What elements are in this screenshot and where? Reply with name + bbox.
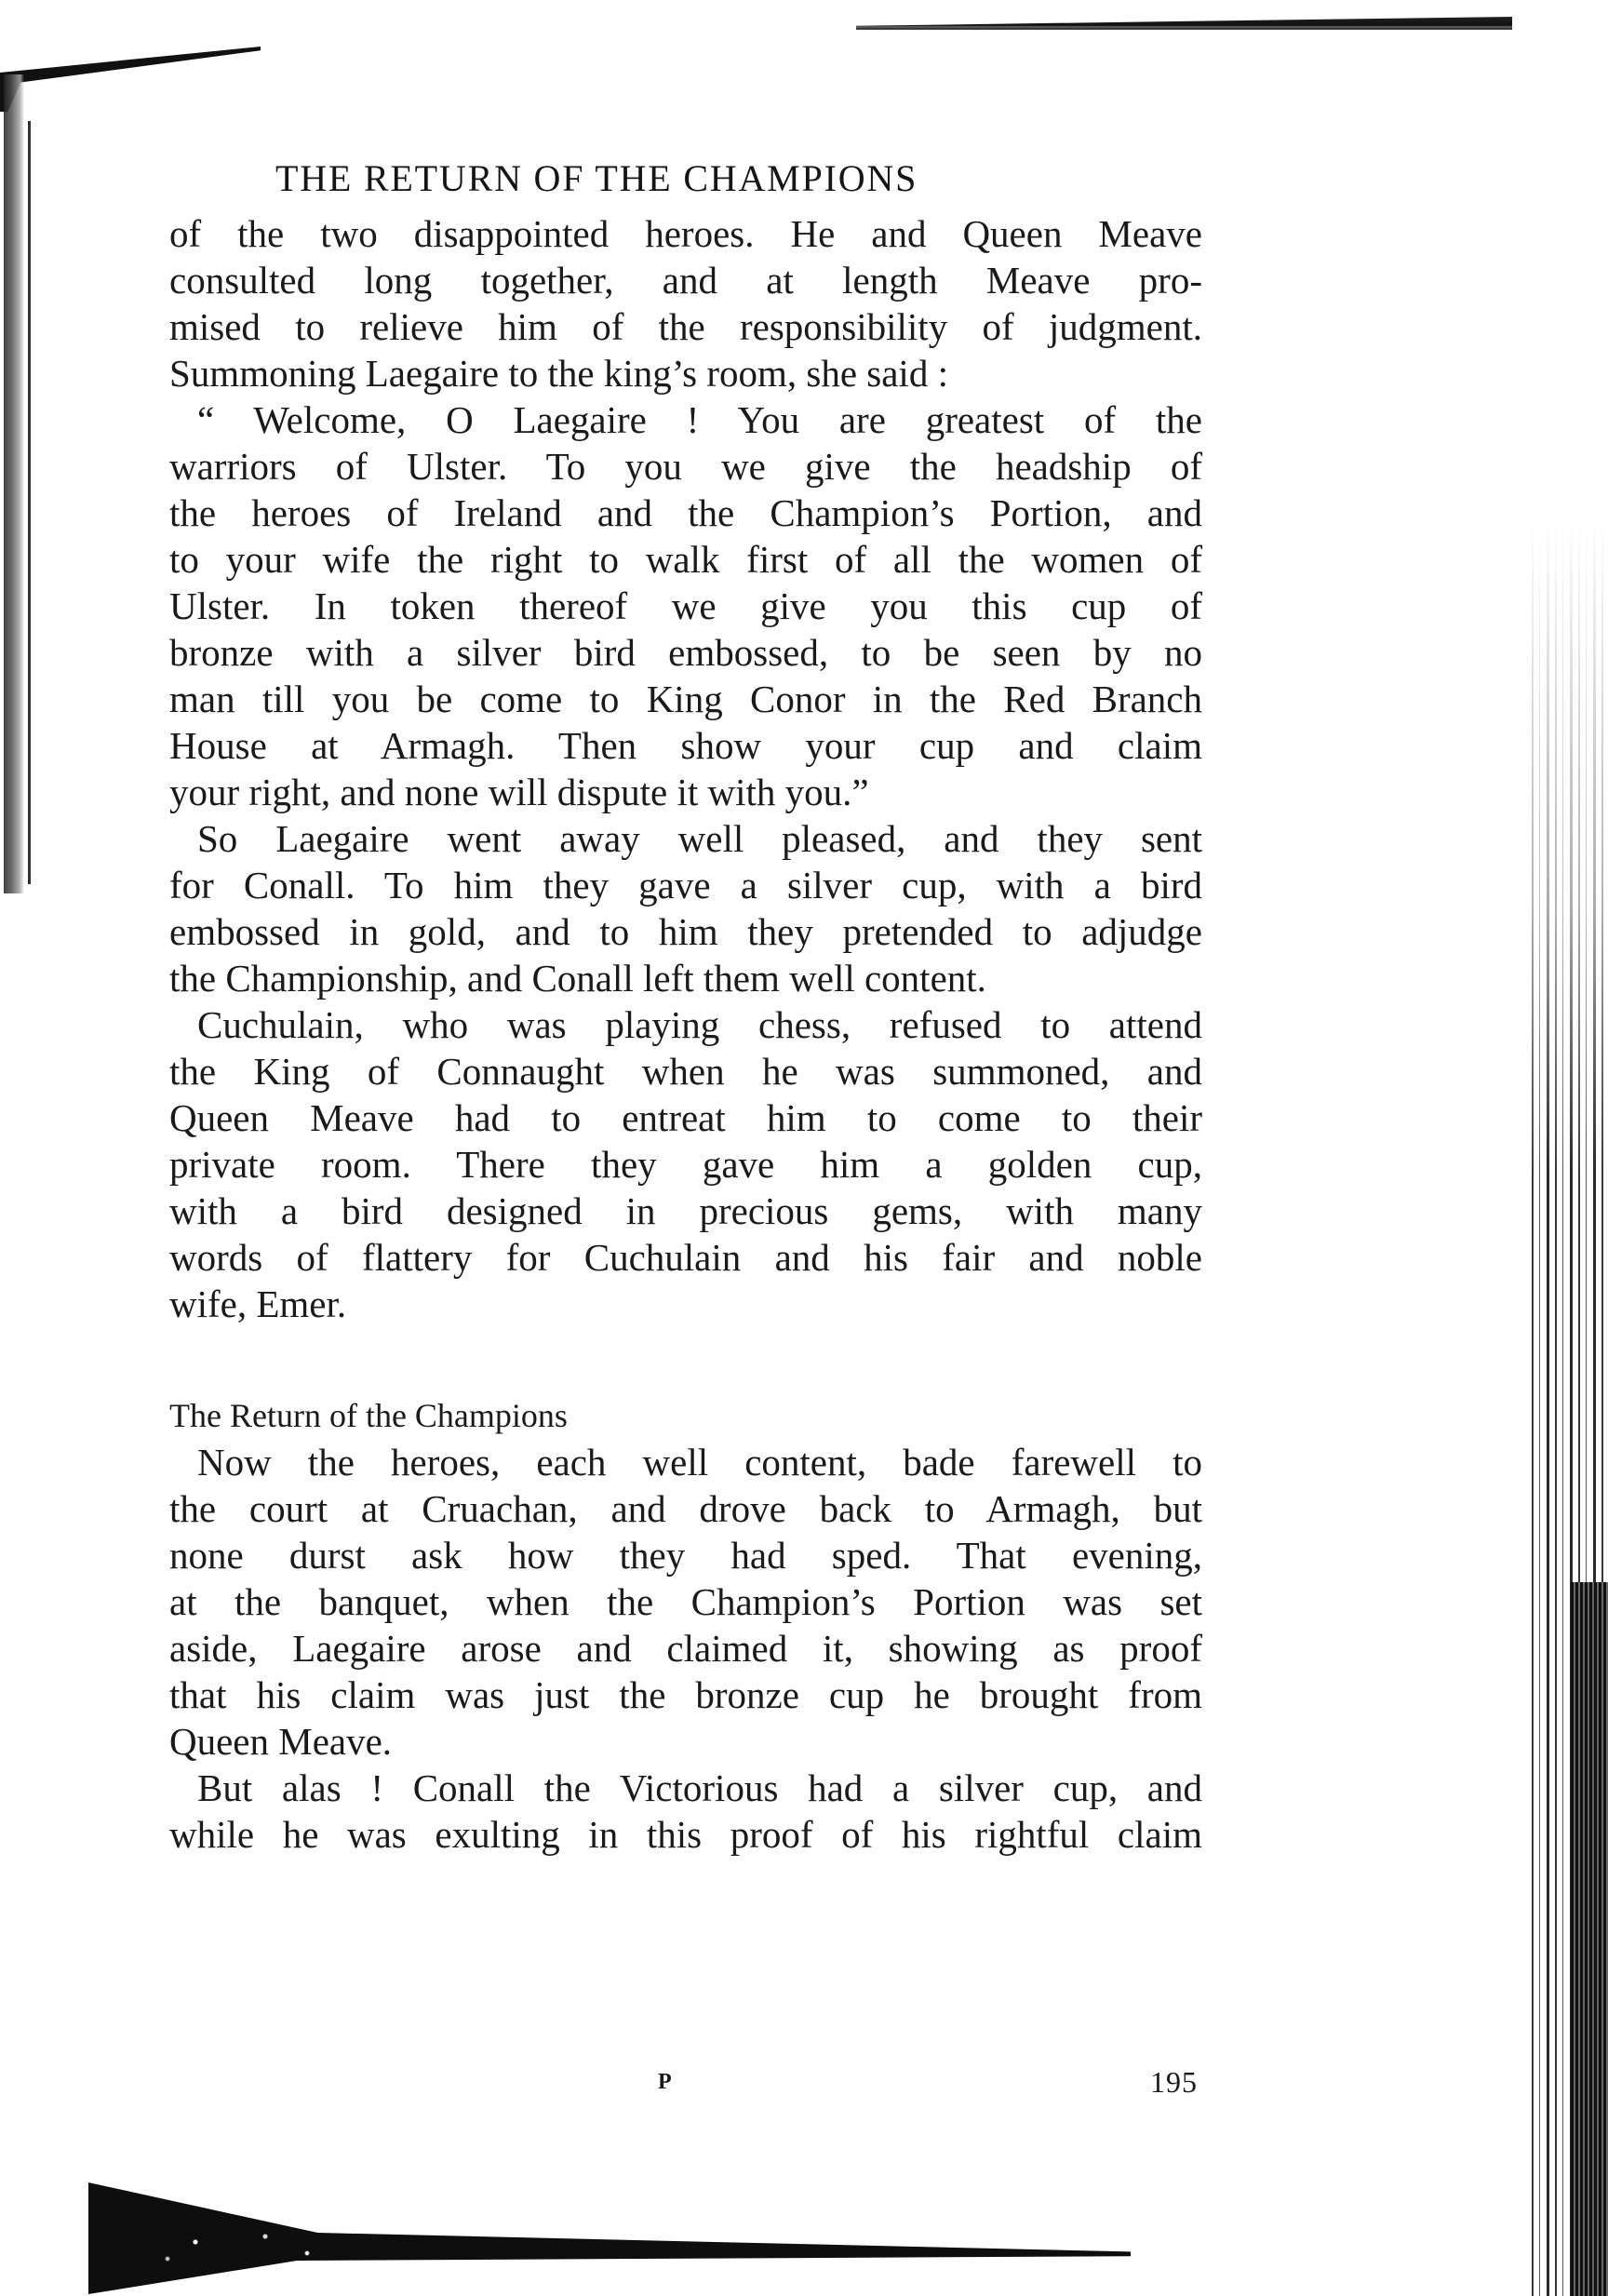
- running-head: THE RETURN OF THE CHAMPIONS: [275, 157, 918, 199]
- text-line: wife, Emer.: [169, 1282, 347, 1325]
- text-line: while he was exulting in this proof of his rightful claim: [169, 1813, 1202, 1856]
- text-line: the Championship, and Conall left them well content.: [169, 957, 986, 1000]
- scan-edge-bottom-specks: [112, 2220, 391, 2276]
- text-line: Now the heroes, each well content, bade farewell to: [197, 1441, 1202, 1484]
- scan-edge-left-corner: [0, 47, 261, 112]
- page-body: [169, 210, 1202, 1858]
- section-heading: The Return of the Champions: [169, 1397, 568, 1434]
- text-line: of the two disappointed heroes. He and Queen Meave: [169, 212, 1202, 255]
- text-line: “ Welcome, O Laegaire ! You are greatest of the: [197, 398, 1202, 441]
- text-line: Queen Meave had to entreat him to come to their: [169, 1096, 1202, 1139]
- scan-edge-right-dark: [1571, 1582, 1608, 2296]
- signature-mark: P: [658, 2070, 672, 2094]
- text-line: to your wife the right to walk first of all the women of: [169, 538, 1202, 581]
- text-line: warriors of Ulster. To you we give the headship of: [169, 445, 1202, 488]
- paragraph: [169, 1439, 1202, 1765]
- text-line: man till you be come to King Conor in the Red Branch: [169, 678, 1202, 720]
- paragraph: [169, 815, 1202, 1001]
- text-line: at the banquet, when the Champion’s Portion was set: [169, 1580, 1202, 1623]
- text-line: consulted long together, and at length Meave pro-: [169, 259, 1202, 302]
- text-line: none durst ask how they had sped. That evening,: [169, 1534, 1202, 1577]
- text-line: the King of Connaught when he was summoned, and: [169, 1050, 1202, 1093]
- text-line: your right, and none will dispute it with you.”: [169, 771, 869, 813]
- scan-edge-top-thin: [856, 26, 1512, 28]
- paragraph: [169, 396, 1202, 815]
- paragraph: [169, 1001, 1202, 1327]
- scan-edge-right-fade: [1526, 521, 1608, 1173]
- text-line: Ulster. In token thereof we give you this cup of: [169, 584, 1202, 627]
- scan-edge-left-line: [28, 121, 31, 884]
- paragraph: [169, 1765, 1202, 1858]
- page-number: 195: [1150, 2065, 1198, 2099]
- scan-edge-left: [4, 74, 24, 893]
- text-line: aside, Laegaire arose and claimed it, showing as proof: [169, 1627, 1202, 1670]
- text-line: House at Armagh. Then show your cup and claim: [169, 724, 1202, 767]
- text-line: the heroes of Ireland and the Champion’s Portion, and: [169, 491, 1202, 534]
- text-line: But alas ! Conall the Victorious had a silver cup, and: [197, 1766, 1202, 1809]
- paragraph: [169, 210, 1202, 396]
- text-line: for Conall. To him they gave a silver cup, with a bird: [169, 864, 1202, 906]
- text-line: Queen Meave.: [169, 1720, 393, 1763]
- text-line: words of flattery for Cuchulain and his fair and noble: [169, 1236, 1202, 1279]
- text-line: mised to relieve him of the responsibility of judgment.: [169, 305, 1202, 348]
- text-line: the court at Cruachan, and drove back to Armagh, but: [169, 1487, 1202, 1530]
- text-line: bronze with a silver bird embossed, to be seen by no: [169, 631, 1202, 674]
- text-line: with a bird designed in precious gems, with many: [169, 1189, 1202, 1232]
- text-line: Cuchulain, who was playing chess, refused to attend: [197, 1003, 1202, 1046]
- text-line: embossed in gold, and to him they pretended to adjudge: [169, 910, 1202, 953]
- text-line: Summoning Laegaire to the king’s room, she said :: [169, 352, 948, 395]
- text-line: private room. There they gave him a golden cup,: [169, 1143, 1202, 1186]
- text-line: that his claim was just the bronze cup he brought from: [169, 1673, 1202, 1716]
- text-line: So Laegaire went away well pleased, and they sent: [197, 817, 1202, 860]
